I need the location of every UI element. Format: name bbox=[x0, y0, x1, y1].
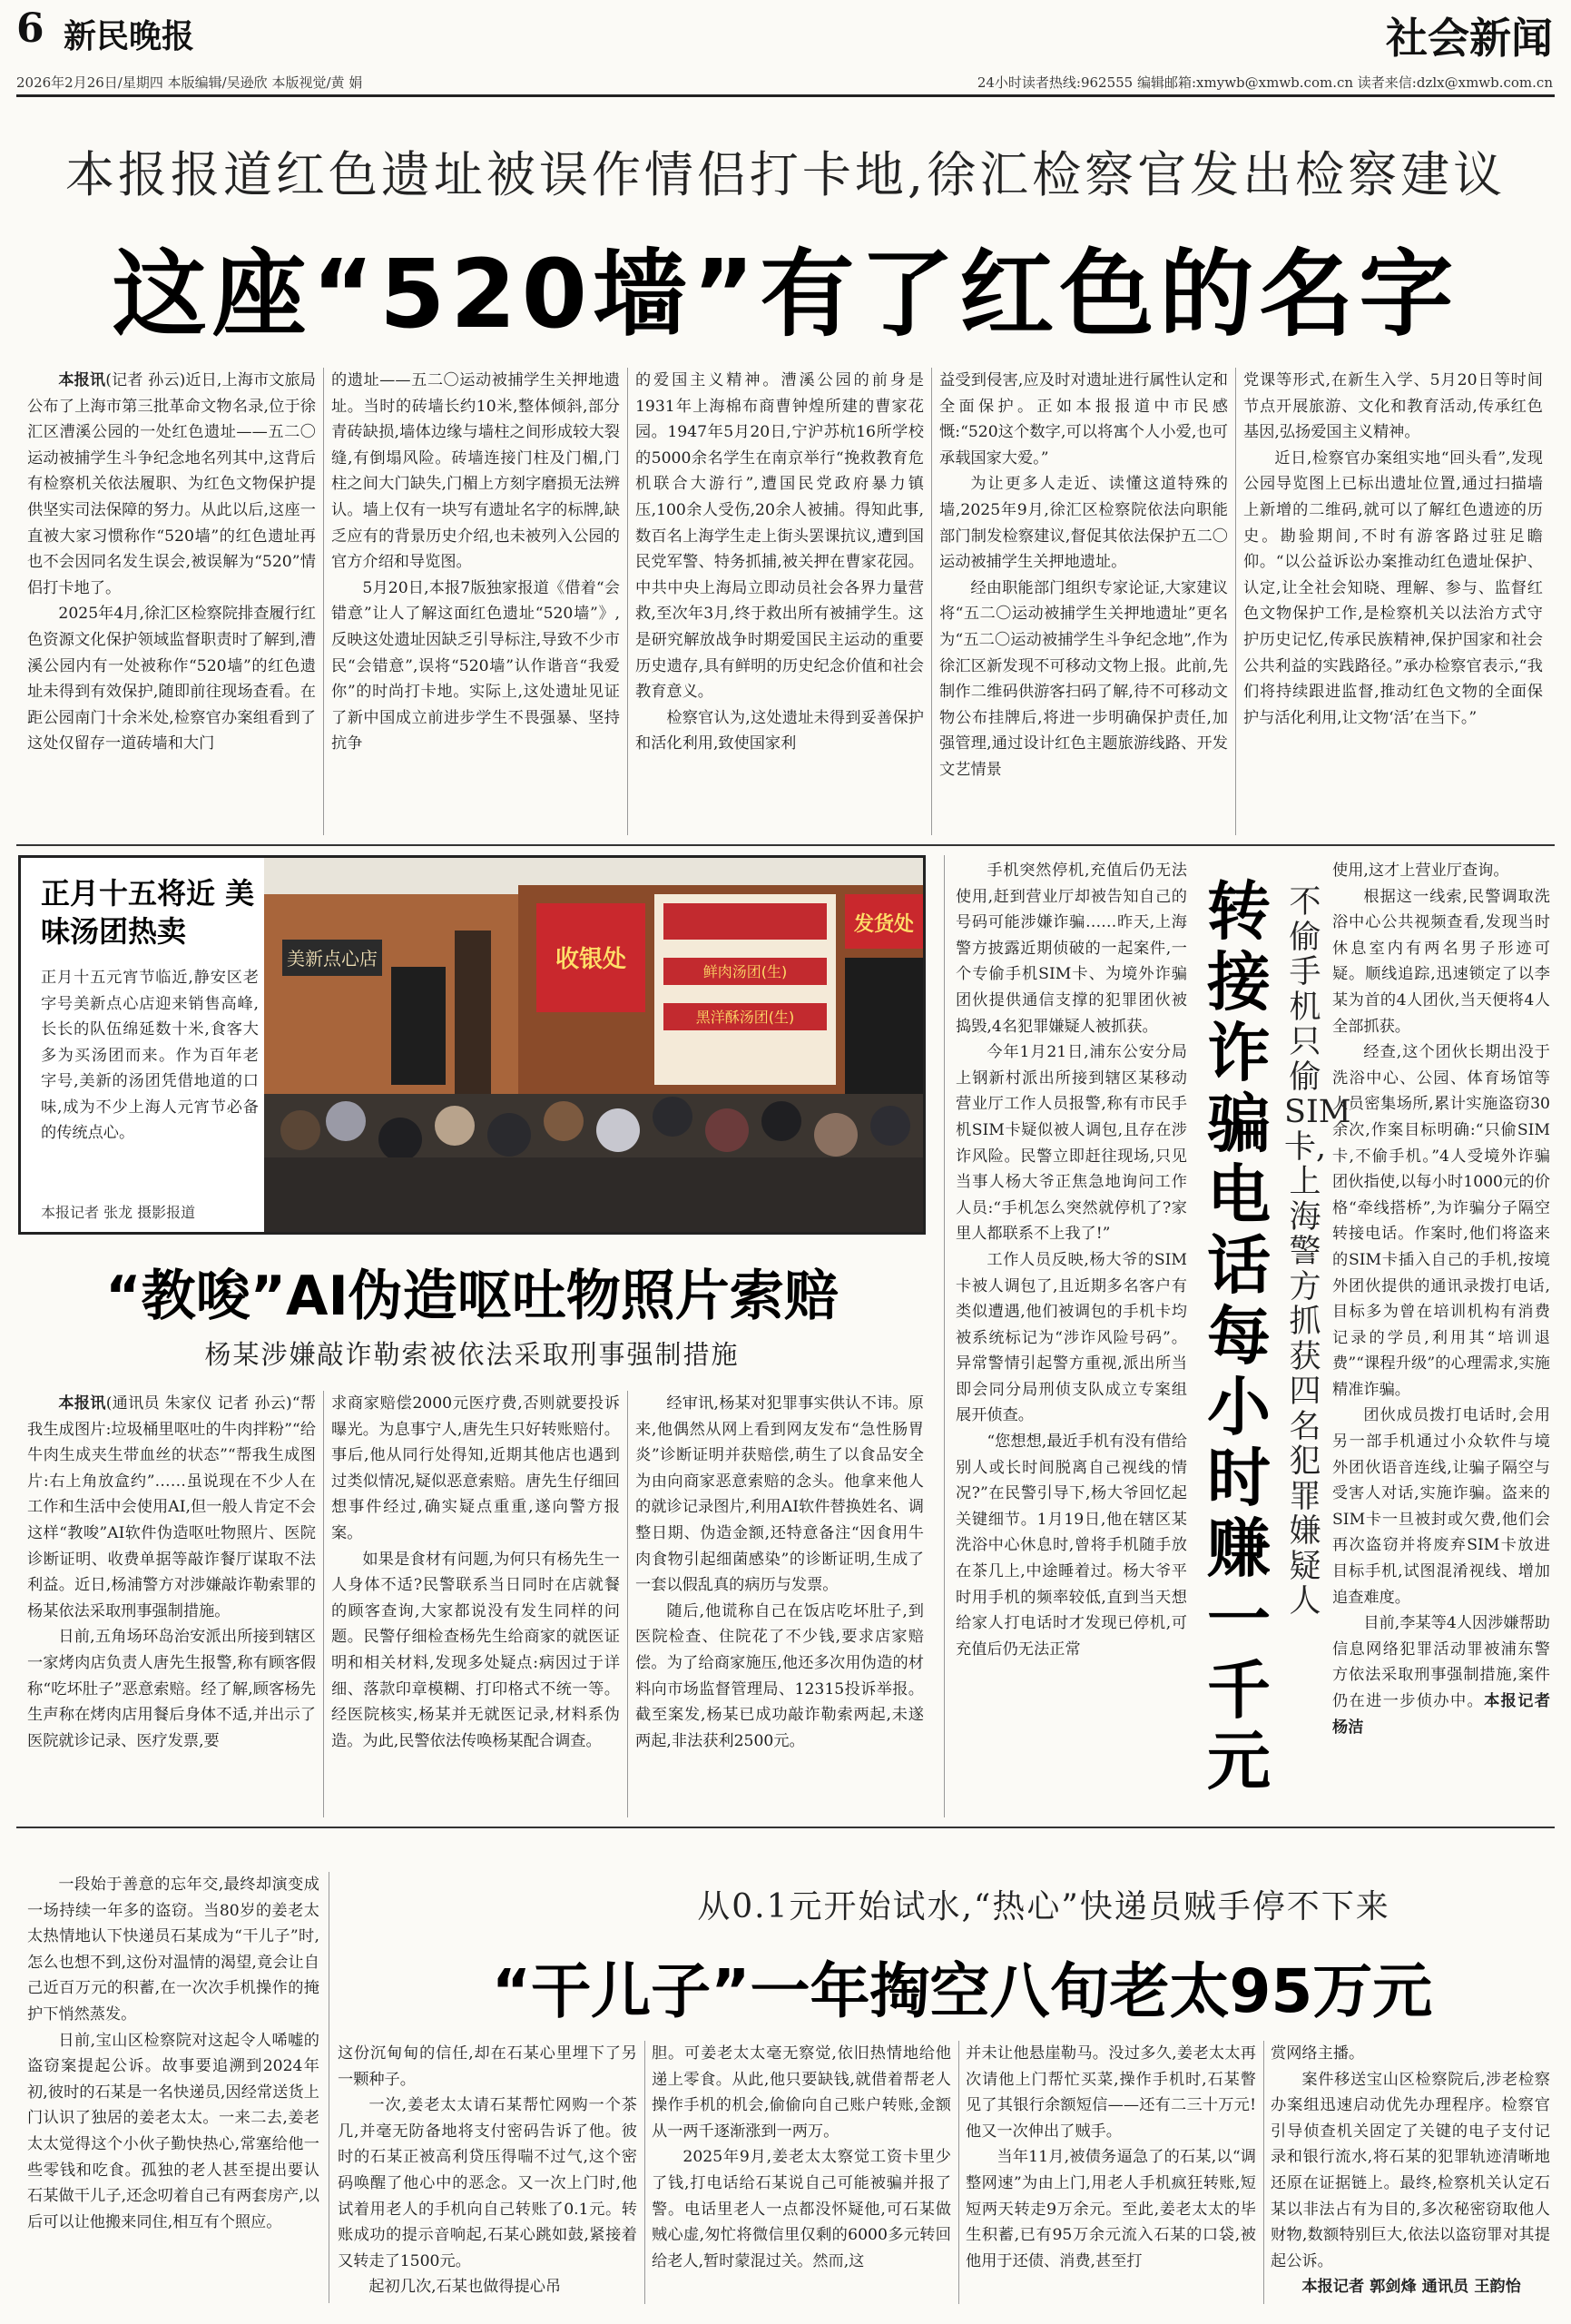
sim-credit: 本报记者 杨洁 bbox=[1332, 1692, 1550, 1737]
ai-text-1: “帮我生成图片:垃圾桶里呕吐的牛肉拌粉”“给牛肉生成夹生带血丝的状态”“帮我生成图片:右上角放盒约”……虽说现在不少人在工作和生活中会使用AI,但一般人肯定不会这样“教唆”AI软件伪造呕吐物照片、医院诊断证明、收费单据等敲诈餐厅谋取不法利益。近日,杨浦警方对涉嫌敲诈勒索罪的杨某依法采取刑事强制措施。 bbox=[27, 1394, 316, 1620]
sim-kicker: 不偷手机只偷SIM卡,上海警方抓获四名犯罪嫌疑人 bbox=[1284, 884, 1351, 1620]
old-text-2: 胆。可姜老太太毫无察觉,依旧热情地给他递上零食。从此,他只要缺钱,就借着帮老人操作手机的机会,偷偷向自己账户转账,金额从一两千逐渐涨到一两万。 bbox=[652, 2044, 951, 2141]
sim-column-2 bbox=[1332, 858, 1550, 1820]
old-text-0: 一段始于善意的忘年交,最终却演变成一场持续一年多的盗窃。当80岁的姜老太太热情地认下快递员石某成为“干儿子”时,怎么也想不到,这份对温情的渴望,竟会让自己近百万元的积蓄,在一次次手机操作的掩护下悄然蒸发。 bbox=[27, 1876, 319, 2024]
main-text-3: 的爱国主义精神。漕溪公园的前身是1931年上海棉布商曹钟煌所建的曹家花园。1947年5月20日,宁沪苏杭16所学校的5000余名学生在南京举行“挽救教育危机联合大游行”,遭国民党政府暴力镇压,100余人受伤,20余人被捕。得知此事,数百名上海学生走上街头罢课抗议,遭到国民党军警、特务抓捕,被关押在曹家花园。中共中央上海局立即动员社会各界力量营救,至次年3月,终于救出所有被捕学生。这是研究解放战争时期爱国民主运动的重要历史遗存,具有鲜明的历史纪念价值和社会教育意义。 bbox=[635, 371, 924, 702]
ai-column-2 bbox=[331, 1391, 620, 1827]
shop-sign: 美新点心店 bbox=[287, 948, 378, 970]
contact-meta: 24小时读者热线:962555 编辑邮箱:xmywb@xmwb.com.cn 读者来信:dzlx@xmwb.com.cn bbox=[977, 74, 1553, 91]
sim-text-1d: “您想想,最近手机有没有借给别人或长时间脱离自己视线的情况?”在民警引导下,杨大爷回忆起关键细节。1月19日,他在辖区某洗浴中心休息时,曾将手机随手放在茶几上,中途睡着过。杨大爷平时用手机的频率较低,直到当天想给家人打电话时才发现已停机,可充值后仍无法正常 bbox=[956, 1433, 1187, 1659]
main-text-4b: 为让更多人走近、读懂这道特殊的墙,2025年9月,徐汇区检察院依法向职能部门制发检察建议,督促其依法保护五二〇运动被捕学生关押地遗址。 bbox=[939, 475, 1228, 572]
main-text-2b: 5月20日,本报7版独家报道《借着“会错意”让人了解这面红色遗址“520墙”》,反映这处遗址因缺乏引导标注,导致不少市民“会错意”,误将“520墙”认作谐音“我爱你”的时尚打卡地。实际上,这处遗址见证了新中国成立前进步学生不畏强暴、坚持抗争 bbox=[331, 578, 620, 753]
ai-column-1 bbox=[27, 1391, 316, 1827]
ai-headline: “教唆”AI伪造呕吐物照片索赔 bbox=[105, 1265, 839, 1328]
lead-label: 本报讯 bbox=[58, 371, 106, 389]
sim-column-1 bbox=[956, 858, 1187, 1816]
main-text-4: 益受到侵害,应及时对遗址进行属性认定和全面保护。正如本报报道中市民感慨:“520这个数字,可以将寓个人小爱,也可承载国家大爱。” bbox=[939, 371, 1228, 468]
old-credit: 本报记者 郭剑烽 通讯员 王韵怡 bbox=[1301, 2278, 1521, 2297]
sim-text-2d: 团伙成员拨打电话时,会用另一部手机通过小众软件与境外团伙语音连线,让骗子隔空与受害人对话,实施诈骗。盗来的SIM卡一旦被封或欠费,他们会再次盗窃并将废弃SIM卡放进目标手机,试图混淆视线、增加追查难度。 bbox=[1332, 1406, 1550, 1607]
old-text-4: 赏网络主播。 bbox=[1271, 2044, 1365, 2063]
price-label-2: 黑洋酥汤团(生) bbox=[695, 1009, 795, 1026]
main-text-1b: 2025年4月,徐汇区检察院排查履行红色资源文化保护领域监督职责时了解到,漕溪公园内有一处被称作“520墙”的红色遗址未得到有效保护,随即前往现场查看。在距公园南门十余米处,检察官办案组看到了这处仅留存一道砖墙和大门 bbox=[27, 605, 316, 753]
main-text-4c: 经由职能部门组织专家论证,大家建议将“五二〇运动被捕学生关押地遗址”更名为“五二〇运动被捕学生斗争纪念地”,作为徐汇区新发现不可移动文物上报。此前,先制作二维码供游客扫码了解,待不可移动文物公布挂牌后,将进一步明确保护责任,加强管理,通过设计红色主题旅游线路、开发文艺情景 bbox=[939, 578, 1228, 779]
sim-text-1c: 工作人员反映,杨大爷的SIM卡被人调包了,且近期多名客户有类似遭遇,他们被调包的手机卡均被系统标记为“涉诈风险号码”。异常警情引起警方重视,派出所当即会同分局刑侦支队成立专案组展开侦查。 bbox=[956, 1250, 1187, 1425]
old-column-0 bbox=[27, 1872, 319, 2308]
photo-text: 正月十五元宵节临近,静安区老字号美新点心店迎来销售高峰,长长的队伍绵延数十米,食客大多为买汤团而来。作为百年老字号,美新的汤团凭借地道的口味,成为不少上海人元宵节必备的传统点心。 bbox=[41, 969, 259, 1142]
sim-headline: 转接诈骗电话每小时赚一千元 bbox=[1207, 874, 1271, 1798]
main-text-1: 近日,上海市文旅局公布了上海市第三批革命文物名录,位于徐汇区漕溪公园的一处红色遗址——五二〇运动被捕学生斗争纪念地名列其中,这背后有检察机关依法履职、为红色文物保护提供坚实司法保障的努力。从此以后,这座一直被大家习惯称作“520墙”的红色遗址再也不会因同名发生误会,被误解为“520”情侣打卡地了。 bbox=[27, 371, 316, 597]
old-text-3: 并未让他悬崖勒马。没过多久,姜老太太再次请他上门帮忙买菜,操作手机时,石某瞥见了其银行余额短信——还有二三十万元!他又一次伸出了贼手。 bbox=[966, 2044, 1256, 2141]
main-column-2 bbox=[331, 368, 620, 840]
main-column-5 bbox=[1243, 368, 1543, 840]
main-text-5: 党课等形式,在新生入学、5月20日等时间节点开展旅游、文化和教育活动,传承红色基因,弘扬爱国主义精神。 bbox=[1243, 371, 1543, 442]
old-column-1 bbox=[338, 2041, 637, 2313]
ai-column-3 bbox=[635, 1391, 924, 1827]
photo-queue-image bbox=[264, 858, 923, 1232]
sim-text-2: 使用,这才上营业厅查询。 bbox=[1332, 862, 1509, 880]
old-text-2b: 2025年9月,姜老太太察觉工资卡里少了钱,打电话给石某说自己可能被骗并报了警。电话里老人一点都没怀疑他,可石某做贼心虚,匆忙将微信里仅剩的6000多元转回给老人,暂时蒙混过关。然而,这 bbox=[652, 2148, 951, 2270]
banner-delivery: 发货处 bbox=[853, 913, 915, 936]
old-column-4 bbox=[1271, 2041, 1550, 2313]
old-column-3 bbox=[966, 2041, 1256, 2313]
ai-text-2: 求商家赔偿2000元医疗费,否则就要投诉曝光。为息事宁人,唐先生只好转账赔付。事后,他从同行处得知,近期其他店也遇到过类似情况,疑似恶意索赔。唐先生仔细回想事件经过,确实疑点重重,遂向警方报案。 bbox=[331, 1394, 620, 1542]
main-text-2: 的遗址——五二〇运动被捕学生关押地遗址。当时的砖墙长约10米,整体倾斜,部分青砖缺损,墙体边缘与墙柱之间形成较大裂缝,有倒塌风险。砖墙连接门柱及门楣,门柱之间大门缺失,门楣上方刻字磨损无法辨认。墙上仅有一块写有遗址名字的标牌,缺乏应有的背景历史介绍,也未被列入公园的官方介绍和导览图。 bbox=[331, 371, 620, 572]
main-headline: 这座“520墙”有了红色的名字 bbox=[112, 239, 1459, 350]
main-kicker: 本报报道红色遗址被误作情侣打卡地,徐汇检察官发出检察建议 bbox=[64, 146, 1507, 203]
photo-title: 正月十五将近 美味汤团热卖 bbox=[41, 876, 255, 949]
bottom-section-rule bbox=[16, 1827, 1555, 1828]
photo-caption-area bbox=[21, 858, 264, 1232]
ai-text-3: 经审讯,杨某对犯罪事实供认不讳。原来,他偶然从网上看到网友发布“急性肠胃炎”诊断证明并获赔偿,萌生了以食品安全为由向商家恶意索赔的念头。他拿来他人的就诊记录图片,利用AI软件替换姓名、调整日期、伪造金额,还特意备注“因食用牛肉食物引起细菌感染”的诊断证明,生成了一套以假乱真的病历与发票。 bbox=[635, 1394, 924, 1595]
old-kicker: 从0.1元开始试水,“热心”快递员贼手停不下来 bbox=[697, 1888, 1390, 1925]
page-number: 6 bbox=[16, 5, 44, 52]
header-rule bbox=[16, 94, 1555, 97]
old-text-4b: 案件移送宝山区检察院后,涉老检察办案组迅速启动优先办理程序。检察官引导侦查机关固定了关键的电子支付记录和银行流水,将石某的犯罪轨迹清晰地还原在证据链上。最终,检察机关认定石某以非法占有为目的,多次秘密窃取他人财物,数额特别巨大,依法以盗窃罪对其提起公诉。 bbox=[1271, 2070, 1550, 2270]
ai-kicker: 杨某涉嫌敲诈勒索被依法采取刑事强制措施 bbox=[204, 1339, 740, 1370]
sim-text-2b: 根据这一线索,民警调取洗浴中心公共视频查看,发现当时休息室内有两名男子形迹可疑。顺线追踪,迅速锁定了以李某为首的4人团伙,当天便将4人全部抓获。 bbox=[1332, 887, 1550, 1036]
old-headline: “干儿子”一年掏空八旬老太95万元 bbox=[491, 1956, 1433, 2026]
ai-text-2b: 如果是食材有问题,为何只有杨先生一人身体不适?民警联系当日同时在店就餐的顾客查询,大家都说没有发生同样的问题。民警仔细检查杨先生给商家的就医证明和相关材料,发现多处疑点:病因过于详细、落款印章模糊、打印格式不统一等。经医院核实,杨某并无就医记录,材料系伪造。为此,民警依法传唤杨某配合调查。 bbox=[331, 1550, 620, 1750]
price-label-1: 鲜肉汤团(生) bbox=[702, 963, 788, 980]
ai-text-1b: 日前,五角场环岛治安派出所接到辖区一家烤肉店负责人唐先生报警,称有顾客假称“吃坏肚子”恶意索赔。经了解,顾客杨先生声称在烤肉店用餐后身体不适,并出示了医院就诊记录、医疗发票,要 bbox=[27, 1628, 316, 1750]
ai-lead-label: 本报讯 bbox=[58, 1394, 106, 1413]
edition-meta: 2026年2月26日/星期四 本版编辑/吴逊欣 本版视觉/黄 娟 bbox=[16, 74, 363, 91]
ai-text-3b: 随后,他谎称自己在饭店吃坏肚子,到医院检查、住院花了不少钱,要求店家赔偿。为了给商家施压,他还多次用伪造的材料向市场监督管理局、12315投诉举报。截至案发,杨某已成功敲诈勒索两起,未遂两起,非法获利2500元。 bbox=[635, 1601, 924, 1750]
old-text-1c: 起初几次,石某也做得提心吊 bbox=[368, 2278, 562, 2297]
sim-text-1b: 今年1月21日,浦东公安分局上钢新村派出所接到辖区某移动营业厅工作人员报警,称有市民手机SIM卡疑似被人调包,且存在涉诈风险。民警立即赶往现场,只见当事人杨大爷正焦急地询问工作人员:“手机怎么突然就停机了?家里人都联系不上我了!” bbox=[956, 1043, 1187, 1244]
main-column-1 bbox=[27, 368, 316, 840]
old-text-0b: 日前,宝山区检察院对这起令人唏嘘的盗窃案提起公诉。故事要追溯到2024年初,彼时的石某是一名快递员,因经常送货上门认识了独居的姜老太太。一来二去,姜老太太觉得这个小伙子勤快热心,常塞给他一些零钱和吃食。孤独的老人甚至提出要认石某做干儿子,还念叨着自己有两套房产,以后可以让他搬来同住,相互有个照应。 bbox=[27, 2031, 319, 2231]
sim-text-1: 手机突然停机,充值后仍无法使用,赶到营业厅却被告知自己的号码可能涉嫌诈骗……昨天,上海警方披露近期侦破的一起案件,一个专偷手机SIM卡、为境外诈骗团伙提供通信支撑的犯罪团伙被捣毁,4名犯罪嫌疑人被抓获。 bbox=[956, 862, 1187, 1036]
old-column-2 bbox=[652, 2041, 951, 2313]
sim-text-2e: 目前,李某等4人因涉嫌帮助信息网络犯罪活动罪被浦东警方依法采取刑事强制措施,案件仍在进一步侦办中。 bbox=[1332, 1614, 1550, 1710]
section-title: 社会新闻 bbox=[1386, 14, 1553, 63]
ai-byline: (通讯员 朱家仪 记者 孙云) bbox=[105, 1394, 292, 1413]
photo-illustration bbox=[264, 858, 923, 1232]
old-text-1b: 一次,姜老太太请石某帮忙网购一个茶几,并毫无防备地将支付密码告诉了他。彼时的石某正被高利贷压得喘不过气,这个密码唤醒了他心中的恶念。又一次上门时,他试着用老人的手机向自己转账了0.1元。转账成功的提示音响起,石某心跳如鼓,紧接着又转走了1500元。 bbox=[338, 2096, 637, 2270]
main-byline: (记者 孙云) bbox=[105, 371, 186, 389]
photo-feature-box bbox=[18, 855, 926, 1235]
sim-text-2c: 经查,这个团伙长期出没于洗浴中心、公园、体育场馆等人员密集场所,累计实施盗窃30余次,作案目标明确:“只偷SIM卡,不偷手机。”4人受境外诈骗团伙指使,以每小时1000元的价格“牵线搭桥”,为诈骗分子隔空转接电话。作案时,他们将盗来的SIM卡插入自己的手机,按境外团伙提供的通讯录拨打电话,目标多为曾在培训机构有消费记录的学员,利用其“培训退费”“课程升级”的心理需求,实施精准诈骗。 bbox=[1332, 1043, 1550, 1399]
main-text-5b: 近日,检察官办案组实地“回头看”,发现公园导览图上已标出遗址位置,通过扫描墙上新增的二维码,就可以了解红色遗迹的历史。勘验期间,不时有游客路过驻足瞻仰。“以公益诉讼办案推动红色遗址保护、认定,让全社会知晓、理解、参与、监督红色文物保护工作,是检察机关以法治方式守护历史记忆,传承民族精神,保护国家和社会公共利益的实践路径。”承办检察官表示,“我们将持续跟进监督,推动红色文物的全面保护与活化利用,让文物‘活’在当下。” bbox=[1243, 448, 1543, 727]
main-column-3 bbox=[635, 368, 924, 840]
main-text-3b: 检察官认为,这处遗址未得到妥善保护和活化利用,致使国家利 bbox=[635, 708, 924, 753]
main-column-4 bbox=[939, 368, 1228, 840]
section-rule bbox=[16, 844, 1555, 846]
banner-cashier: 收银处 bbox=[555, 946, 627, 973]
photo-credit: 本报记者 张龙 摄影报道 bbox=[41, 1204, 196, 1221]
old-text-3b: 当年11月,被债务逼急了的石某,以“调整网速”为由上门,用老人手机疯狂转账,短短两天转走9万余元。至此,姜老太太的毕生积蓄,已有95万余元流入石某的口袋,被他用于还债、消费,甚至打 bbox=[966, 2148, 1256, 2270]
old-text-1: 这份沉甸甸的信任,却在石某心里埋下了另一颗种子。 bbox=[338, 2044, 637, 2089]
newspaper-name: 新民晚报 bbox=[64, 17, 195, 55]
